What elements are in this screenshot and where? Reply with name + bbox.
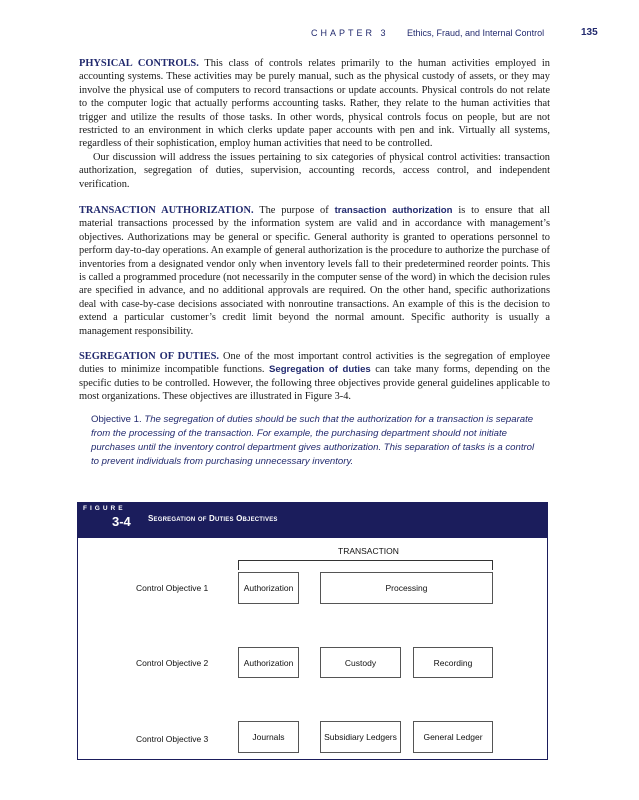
section-transaction-authorization (79, 204, 550, 338)
figure-number: 3-4 (112, 514, 131, 529)
objective-text: The segregation of duties should be such that the authorization for a transaction is separate from the processing of the transaction. For example, the purchasing department should not initiate purchases until the inventory control department gives authorization. This separation of tasks is a control to prevent individuals from purchasing unnecessary inventory. (91, 414, 535, 467)
chapter-label: CHAPTER 3 (311, 28, 389, 38)
section-heading: SEGREGATION OF DUTIES. (79, 351, 219, 362)
page-number: 135 (581, 27, 598, 38)
paragraph: Our discussion will address the issues pertaining to six categories of physical control activities: transaction authorization, segregation of duties, supervision, accounting records, access control, and independent verification. (79, 151, 550, 190)
control-objective-label: Control Objective 1 (136, 583, 209, 593)
paragraph (79, 57, 550, 151)
key-term: Segregation of duties (268, 364, 371, 376)
objective-label: Objective 1. (91, 414, 142, 425)
diagram-box-subsidiary-ledgers: Subsidiary Ledgers (320, 721, 401, 753)
diagram-box-custody: Custody (320, 647, 401, 678)
chapter-title: Ethics, Fraud, and Internal Control (407, 28, 545, 38)
section-segregation-of-duties (79, 350, 550, 404)
diagram-box-authorization: Authorization (238, 572, 299, 604)
diagram-box-journals: Journals (238, 721, 299, 753)
control-objective-label: Control Objective 3 (136, 734, 209, 744)
diagram-box-authorization: Authorization (238, 647, 299, 678)
section-physical-controls (79, 57, 550, 191)
key-term: transaction authorization (334, 205, 453, 216)
objective-1 (91, 413, 538, 469)
diagram-box-processing: Processing (320, 572, 493, 604)
diagram-box-recording: Recording (413, 647, 493, 678)
transaction-bracket (238, 560, 493, 570)
running-header (0, 28, 639, 44)
segregation-diagram (78, 538, 547, 759)
figure-word: FIGURE (83, 505, 126, 512)
figure-caption-band (78, 503, 547, 538)
transaction-label: TRANSACTION (338, 546, 399, 556)
paragraph-text: can take many forms, depending on the specific duties to be controlled. However, the following three objectives provide general guidelines applicable to most organizations. These objectives are illustrated in Figure 3-4. (79, 364, 550, 403)
figure-title: Segregation of Duties Objectives (148, 514, 278, 523)
section-heading: PHYSICAL CONTROLS. (79, 58, 199, 69)
figure-3-4 (77, 502, 548, 760)
paragraph-text: This class of controls relates primarily to the human activities employed in accounting systems. These activities may be purely manual, such as the physical custody of assets, or they may involve the physical use of computers to record transactions or update accounts. Physical controls do not relate to the computer logic that actually performs accounting tasks. Rather, they relate to the human activities that trigger and utilize the results of those tasks. In other words, physical controls focus on people, but are not restricted to an environment in which clerks update paper accounts with pen and ink. Virtually all systems, regardless of their sophistication, employ human activities that need to be controlled. (79, 58, 550, 150)
control-objective-label: Control Objective 2 (136, 658, 209, 668)
paragraph-text: is to ensure that all material transactions processed by the information system are valid and in accordance with management’s objectives. Authorizations may be general or specific. General authority is granted to operations personnel to perform day-to-day operations. An example of general authorization is the procedure to authorize the purchase of inventories from a designated vendor only when inventory levels fall to their predetermined reorder points. This is called a programmed procedure (not necessarily in the computer sense of the word) in which the decision rules are specified in advance, and no additional approvals are required. On the other hand, specific authorizations deal with case-by-case decisions associated with nonroutine transactions. An example of this is the decision to extend a particular customer’s credit limit beyond the normal amount. Specific authority is usually a management responsibility. (79, 205, 550, 337)
paragraph-text: The purpose of (259, 205, 329, 216)
section-heading: TRANSACTION AUTHORIZATION. (79, 205, 254, 216)
paragraph-text: One of the most important control activities is the segregation of employee duties to minimize incompatible functions. (79, 351, 550, 376)
paragraph (79, 204, 550, 338)
diagram-box-general-ledger: General Ledger (413, 721, 493, 753)
paragraph (79, 350, 550, 404)
